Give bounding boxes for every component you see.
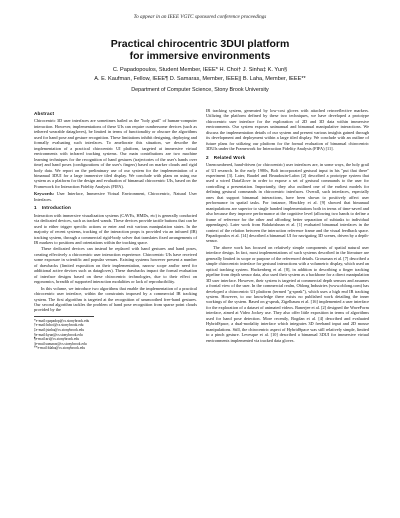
intro-heading-label: Introduction <box>41 205 71 211</box>
footnote: ||e-mail:samaras@cs.stonybrook.edu <box>34 341 87 346</box>
intro-heading <box>34 205 197 210</box>
footnote: †e-mail:hchoi@cs.stonybrook.edu <box>34 323 84 328</box>
related-work-paragraph-2: The above work has focused on relatively simple components of spatial natural user interface design. In fact, most implementations of such systems described in the literature are generally limited in scope or purpose of the referenced details. Grossman et al. [7] described a simple chirocentric interface for gestural interactions with a volumetric display, which used an optical tracking system. Hackenberg et al. [8], in addition to describing a finger tracking pipeline from depth sensor data, also used their system as a backbone for a direct manipulation 3D user interface. However, their system is targeted at commercial depth sensors and assumes a frontal view of the user. In the commercial realm, Oblong Industries (www.oblong.com) has developed a chirocentric UI platform (termed "g-speak"), which uses a high end IR tracking system. However, to our knowledge there exists no published work detailing the inner workings of the system. Based on g-speak, Zigelbaum et al. [16] implemented a user interface for the exploration of a dataset of animated videos. Banerjee et al. [2] designed the WaveForm interface, aimed at Video Jockey use. They also offer little exposition in terms of algorithms used for hand pose detection. More recently, Bogdan et al. [4] described and evaluated HybridSpace, a dual-modality interface which integrates 3D freehand input and 2D mouse manipulations. Still, the chirocentric aspect of HybridSpace was still relatively simple, limited to a pinch gesture. Levesque et al. [10] described a bimanual 3DUI for immersive virtual environments implemented via tracked data gloves. <box>206 244 369 343</box>
intro-heading-number: 1 <box>34 205 37 211</box>
affiliation: Department of Computer Science, Stony Brook University <box>131 87 269 93</box>
related-work-paragraph-1: Unencumbered, hand-driven (or chirocentric) user interfaces are, in some ways, the holy grail of UI research. In the early 1980s, Bolt incorporated gestural input in his "put that there" experiment [3]. Later, Baudel and Beaudouin-Lafon [2] described a prototype system that used a wired DataGlove in order to expose a set of gestural commands to the user for controlling a presentation. Importantly, they also outlined one of the earliest models for defining gestural commands in chirocentric interfaces. Overall, such interfaces, especially ones that support bimanual interactions, have been shown to positively affect user performance in spatial tasks. For instance, Hinckley et al. [9] showed that bimanual manipulations are superior to single handed implementations both in terms of time-saved and also because they improve performance at the cognitive level (allowing two hands to define a frame of reference for the other and affording better separation of subtasks to individual appendages). Later work from Balakrishnan et al. [1] evaluated bimanual interfaces in the context of the relation between the interaction reference frame and the visual feedback space. Papadopoulos et al. [14] described a bimanual UI for navigating 3D scenes, driven by a depth-sensor. <box>206 162 369 244</box>
footnotes <box>34 316 94 351</box>
keywords-text: User Interface, Immersive Virtual Environment, Chirocentric, Natural User Interfaces. <box>34 191 197 202</box>
intro-paragraph-3: In this volume, we introduce two algorithms that enable the implementation of a practical chirocentric user interface, within the constraints imposed by a commercial IR tracking system. The first algorithm is targeted at the recognition of unsmoothed free-hand gestures. Our second algorithm tackles the problem of hand pose recognition from sparse point clouds provided by the <box>34 285 197 313</box>
related-work-heading <box>206 155 369 160</box>
venue-note: To appear in an IEEE VGTC sponsored conference proceedings <box>133 14 267 20</box>
intro-paragraph-2: These dedicated devices can instead be replaced with hand gestures and hand poses, creating effectively a chirocentric user interaction experience. Chirocentric UIs have received some exposure in scientific and popular venues. Existing systems however present a number of drawbacks (limited exposition on their implementation, narrow scope and/or need for additional active devices such as datagloves). These drawbacks impact the formal evaluation of interface designs based on these chirocentric technologies, due to their effect on ergonomics, breadth of supported interaction modalities or lack of reproducibility. <box>34 246 197 285</box>
footnote: ¶e-mail:ari@cs.stonybrook.edu <box>34 337 80 342</box>
right-column <box>206 108 369 344</box>
keywords-label: Keywords: <box>34 191 55 197</box>
footnote: *e-mail:cpapadop@cs.stonybrook.edu <box>34 318 90 323</box>
keywords <box>34 191 197 202</box>
abstract-heading: Abstract <box>34 111 55 116</box>
footnote: §e-mail:kyun@cs.stonybrook.edu <box>34 332 83 337</box>
title-line-2: for immersive environments <box>129 50 271 62</box>
footnote: **e-mail:blaha@cs.stonybrook.edu <box>34 346 86 351</box>
related-work-number: 2 <box>206 154 209 160</box>
related-work-label: Related Work <box>213 154 246 160</box>
abstract-text: Chirocentric 3D user interfaces are sometimes hailed as the "holy grail" of human-computer interaction. However, implementations of these UIs can require cumbersome devices (such as tethered wearable datagloves), be limited in terms of functionality or obscure the algorithms used for hand pose and gesture recognition. These limitations inhibit designing, deploying and formally evaluating such interfaces. To ameliorate this situation, we describe the implementation of a practical chirocentric UI platform, targeted at immersive virtual environments with infrared tracking systems. Our main contributions are two machine learning techniques for the recognition of hand gestures (trajectories of the user's hands over time) and hand poses (configurations of the user's fingers) based on marker clouds and rigid body data. We report on the preliminary use of our system for the implementation of a bimanual 3DUI for a large immersive tiled display. We conclude with plans on using our system as a platform for the design and evaluation of bimanual chirocentric UIs, based on the Framework for Interaction Fidelity Analysis (FIFA). <box>34 118 197 189</box>
title-line-1: Practical chirocentric 3DUI platform <box>110 38 290 50</box>
authors-line-1: C. Papadopoulos, Student Member, IEEE* H. Choi† J. Sinha‡ K. Yun§ <box>112 67 288 73</box>
left-column <box>34 108 197 351</box>
right-paragraph-1: IR tracking system, generated by low-cost gloves with attached retroreflective markers. Utilizing the platform defined by these two techniques, we have developed a prototype chirocentric user interface for the exploration of 2D and 3D data within immersive environments. Our system exposes unimanual and bimanual manipulative interactions. We discuss the implementation details of our system and present various insights gained through its development and deployment within a large tiled display. We conclude with an outline of future plans for utilizing our platform for the formal evaluation of bimanual chirocentric 3DUIs under the Framework for Interaction Fidelity Analysis (FIFA) [11]. <box>206 108 369 152</box>
footnote: ‡e-mail:jsinha@cs.stonybrook.edu <box>34 328 85 333</box>
paper-title <box>0 38 400 62</box>
author-list <box>0 66 400 84</box>
intro-paragraph-1: Interaction with immersive visualization systems (CAVEs, HMDs, etc) is generally conducted via dedicated devices, such as tracked wands. These devices provide tactile buttons that can be used to either trigger specific actions or enter and exit various manipulation states. In the majority of recent systems, tracking of the interaction props is provided via an infrared (IR) tracking system, through a commercial rigid-body solver that translates fixed arrangements of IR markers to positions and orientations within the tracking space. <box>34 212 197 245</box>
authors-line-2: A. E. Kaufman, Fellow, IEEE¶ D. Samaras, Member, IEEE|| B. Laha, Member, IEEE** <box>94 76 306 82</box>
